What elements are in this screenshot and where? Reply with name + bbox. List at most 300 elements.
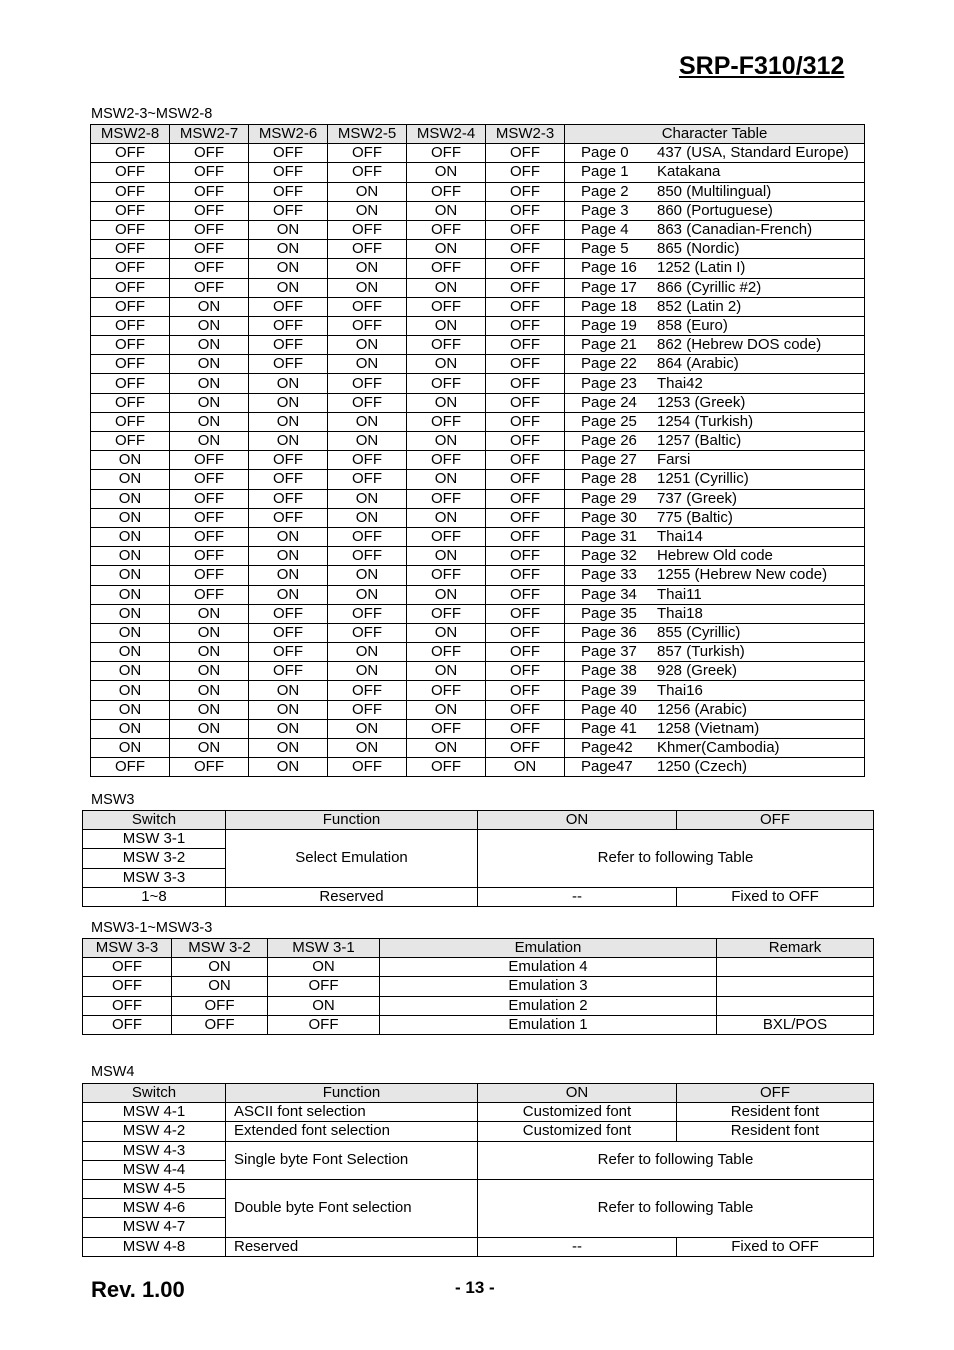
switch-state-cell: OFF [91,297,170,316]
character-table-cell [565,623,865,642]
switch-state-cell: ON [91,508,170,527]
table-row [91,662,865,681]
column-header: MSW2-5 [328,125,407,144]
switch-state-cell: ON [249,527,328,546]
switch-state-cell: ON [249,240,328,259]
switch-state-cell: ON [170,336,249,355]
table-row [91,163,865,182]
column-header: Emulation [380,939,717,958]
table-row [91,220,865,239]
switch-state-cell: ON [407,470,486,489]
switch-state-cell: OFF [486,144,565,163]
switch-state-cell: ON [249,739,328,758]
column-header: Function [226,811,478,830]
switch-state-cell: OFF [170,527,249,546]
character-table-cell [565,451,865,470]
switch-state-cell: OFF [249,182,328,201]
switch-state-cell: OFF [249,451,328,470]
code-page-name: 862 (Hebrew DOS code) [657,336,822,354]
switch-state-cell: OFF [486,623,565,642]
switch-state-cell: OFF [170,489,249,508]
switch-state-cell: OFF [91,393,170,412]
switch-state-cell: OFF [486,662,565,681]
code-page-name: Katakana [657,163,721,181]
switch-state-cell: OFF [91,355,170,374]
switch-cell: MSW 4-1 [83,1103,226,1122]
switch-state-cell: OFF [170,182,249,201]
switch-state-cell: ON [170,739,249,758]
switch-state-cell: ON [172,958,268,977]
switch-state-cell: ON [407,201,486,220]
switch-cell: MSW 3-3 [83,868,226,887]
switch-state-cell: OFF [407,182,486,201]
switch-cell: MSW 4-8 [83,1237,226,1256]
switch-state-cell: OFF [486,643,565,662]
switch-state-cell: ON [170,700,249,719]
table-row [91,623,865,642]
code-page-number: Page 34 [581,585,637,603]
switch-state-cell: ON [407,623,486,642]
table-row [91,604,865,623]
character-table-cell [565,547,865,566]
switch-state-cell: ON [328,489,407,508]
switch-state-cell: ON [407,662,486,681]
switch-state-cell: OFF [486,432,565,451]
switch-state-cell: ON [170,604,249,623]
switch-cell: MSW 4-5 [83,1179,226,1198]
switch-state-cell: OFF [407,643,486,662]
on-off-cell: Refer to following Table [478,1141,874,1179]
table-row [83,996,874,1015]
switch-state-cell: OFF [486,278,565,297]
column-header: Remark [717,939,874,958]
switch-state-cell: OFF [407,259,486,278]
code-page-number: Page 30 [581,508,637,526]
emulation-header-row [83,939,874,958]
table-row [83,1141,874,1160]
msw4-header-row [83,1084,874,1103]
table-row [91,489,865,508]
msw4-table [82,1083,874,1257]
function-cell: Double byte Font selection [226,1179,478,1237]
switch-state-cell: OFF [170,758,249,777]
code-page-name: 858 (Euro) [657,316,728,334]
character-table-cell [565,739,865,758]
switch-state-cell: OFF [249,662,328,681]
on-cell: -- [478,1237,677,1256]
code-page-number: Page 38 [581,662,637,680]
switch-state-cell: ON [91,604,170,623]
switch-state-cell: ON [328,662,407,681]
switch-state-cell: ON [328,508,407,527]
character-table-cell [565,355,865,374]
switch-state-cell: OFF [328,470,407,489]
on-off-cell: Refer to following Table [478,830,874,888]
character-table-cell [565,297,865,316]
emulation-cell: Emulation 4 [380,958,717,977]
switch-state-cell: ON [486,758,565,777]
code-page-number: Page 2 [581,182,629,200]
switch-state-cell: OFF [486,585,565,604]
switch-state-cell: ON [91,739,170,758]
switch-state-cell: OFF [486,163,565,182]
switch-state-cell: OFF [486,566,565,585]
switch-state-cell: ON [91,700,170,719]
switch-state-cell: OFF [407,374,486,393]
character-table-cell [565,240,865,259]
switch-state-cell: ON [328,585,407,604]
switch-state-cell: OFF [486,527,565,546]
switch-state-cell: OFF [407,451,486,470]
character-table-cell [565,201,865,220]
switch-state-cell: OFF [407,566,486,585]
switch-state-cell: ON [91,566,170,585]
switch-state-cell: OFF [486,451,565,470]
code-page-number: Page47 [581,758,633,776]
switch-state-cell: ON [91,489,170,508]
code-page-number: Page 5 [581,240,629,258]
switch-state-cell: ON [328,201,407,220]
switch-state-cell: ON [407,393,486,412]
column-header: MSW 3-3 [83,939,172,958]
column-header: Switch [83,1084,226,1103]
switch-state-cell: OFF [407,489,486,508]
switch-state-cell: OFF [328,527,407,546]
table-row [91,412,865,431]
code-page-number: Page 27 [581,451,637,469]
switch-state-cell: ON [328,739,407,758]
switch-state-cell: OFF [328,393,407,412]
code-page-number: Page 41 [581,719,637,737]
character-table-cell [565,643,865,662]
switch-state-cell: ON [407,700,486,719]
switch-state-cell: OFF [328,297,407,316]
switch-state-cell: OFF [249,163,328,182]
table-row [91,336,865,355]
switch-state-cell: OFF [486,240,565,259]
character-table-cell [565,719,865,738]
switch-state-cell: ON [407,432,486,451]
character-table-cell [565,585,865,604]
switch-state-cell: ON [249,220,328,239]
switch-state-cell: OFF [91,201,170,220]
code-page-number: Page 17 [581,278,637,296]
on-off-cell: Refer to following Table [478,1179,874,1237]
switch-state-cell: OFF [486,201,565,220]
msw3-table [82,810,874,907]
table-row [83,958,874,977]
switch-state-cell: OFF [328,316,407,335]
switch-state-cell: ON [407,585,486,604]
switch-state-cell: ON [249,259,328,278]
switch-state-cell: ON [328,643,407,662]
switch-state-cell: OFF [407,527,486,546]
function-cell: Extended font selection [226,1122,478,1141]
switch-state-cell: OFF [486,336,565,355]
switch-state-cell: OFF [170,220,249,239]
switch-state-cell: OFF [249,316,328,335]
switch-cell: 1~8 [83,887,226,906]
table-row [83,1179,874,1198]
function-cell: ASCII font selection [226,1103,478,1122]
code-page-number: Page 0 [581,144,629,162]
switch-state-cell: OFF [328,220,407,239]
table-row [91,700,865,719]
switch-state-cell: ON [170,643,249,662]
switch-state-cell: ON [249,547,328,566]
table-row [91,470,865,489]
switch-state-cell: OFF [486,604,565,623]
switch-state-cell: ON [170,297,249,316]
character-table-cell [565,604,865,623]
switch-state-cell: OFF [407,412,486,431]
switch-state-cell: OFF [486,297,565,316]
remark-cell [717,977,874,996]
character-table-cell [565,182,865,201]
switch-state-cell: ON [170,662,249,681]
off-cell: Fixed to OFF [677,1237,874,1256]
switch-state-cell: OFF [486,739,565,758]
switch-state-cell: OFF [249,508,328,527]
switch-state-cell: OFF [407,336,486,355]
code-page-name: 1252 (Latin I) [657,259,746,277]
switch-state-cell: OFF [407,144,486,163]
column-header: MSW2-7 [170,125,249,144]
switch-state-cell: ON [328,182,407,201]
switch-state-cell: ON [407,508,486,527]
code-page-name: 775 (Baltic) [657,508,733,526]
code-page-number: Page 19 [581,316,637,334]
switch-state-cell: OFF [328,374,407,393]
column-header: OFF [677,811,874,830]
switch-state-cell: ON [328,432,407,451]
switch-state-cell: ON [91,643,170,662]
code-page-name: 1256 (Arabic) [657,700,748,718]
code-page-name: 857 (Turkish) [657,643,745,661]
table-row [91,432,865,451]
switch-state-cell: OFF [91,336,170,355]
code-page-name: Thai16 [657,681,703,699]
character-table-cell [565,432,865,451]
switch-state-cell: OFF [170,144,249,163]
code-page-number: Page 33 [581,566,637,584]
switch-state-cell: ON [172,977,268,996]
character-table-cell [565,758,865,777]
switch-state-cell: OFF [486,374,565,393]
switch-state-cell: OFF [91,316,170,335]
emulation-cell: Emulation 3 [380,977,717,996]
switch-state-cell: OFF [249,297,328,316]
table-row [91,316,865,335]
switch-state-cell: OFF [249,470,328,489]
switch-state-cell: OFF [486,220,565,239]
switch-state-cell: ON [249,393,328,412]
remark-cell: BXL/POS [717,1015,874,1034]
switch-state-cell: ON [170,374,249,393]
code-page-number: Page 39 [581,681,637,699]
code-page-number: Page 18 [581,297,637,315]
switch-state-cell: ON [91,662,170,681]
msw2-character-table [90,124,865,777]
switch-state-cell: OFF [170,240,249,259]
table-row [91,758,865,777]
code-page-number: Page 3 [581,201,629,219]
switch-cell: MSW 3-2 [83,849,226,868]
switch-state-cell: OFF [249,643,328,662]
switch-state-cell: OFF [249,489,328,508]
msw3-emulation-caption: MSW3-1~MSW3-3 [91,920,213,936]
table-row [83,1103,874,1122]
code-page-name: Thai14 [657,528,703,546]
switch-cell: MSW 4-3 [83,1141,226,1160]
switch-state-cell: OFF [83,996,172,1015]
switch-state-cell: ON [407,316,486,335]
remark-cell [717,996,874,1015]
table-row [91,547,865,566]
code-page-name: Hebrew Old code [657,547,773,565]
on-cell: Customized font [478,1103,677,1122]
function-cell: Reserved [226,887,478,906]
character-table-cell [565,393,865,412]
switch-state-cell: OFF [486,412,565,431]
code-page-name: 866 (Cyrillic #2) [657,278,762,296]
table-row [91,719,865,738]
switch-state-cell: ON [249,700,328,719]
switch-state-cell: OFF [170,470,249,489]
switch-state-cell: OFF [249,144,328,163]
switch-state-cell: ON [91,470,170,489]
table-row [83,1015,874,1034]
switch-state-cell: OFF [328,700,407,719]
switch-state-cell: ON [249,566,328,585]
switch-state-cell: ON [91,623,170,642]
code-page-number: Page42 [581,739,633,757]
code-page-number: Page 32 [581,547,637,565]
character-table-cell [565,374,865,393]
code-page-name: Khmer(Cambodia) [657,739,780,757]
switch-state-cell: OFF [91,163,170,182]
table-row [91,240,865,259]
code-page-number: Page 1 [581,163,629,181]
switch-state-cell: OFF [328,547,407,566]
switch-state-cell: OFF [170,585,249,604]
table-row [83,977,874,996]
table-row [83,887,874,906]
switch-state-cell: ON [249,758,328,777]
switch-state-cell: OFF [91,278,170,297]
switch-state-cell: ON [328,259,407,278]
code-page-name: 1250 (Czech) [657,758,748,776]
column-header: MSW2-3 [486,125,565,144]
switch-state-cell: OFF [91,182,170,201]
msw3-header-row [83,811,874,830]
table-row [91,451,865,470]
switch-state-cell: OFF [91,374,170,393]
switch-state-cell: OFF [328,623,407,642]
switch-state-cell: ON [407,278,486,297]
character-table-cell [565,681,865,700]
switch-state-cell: OFF [486,316,565,335]
switch-state-cell: OFF [91,220,170,239]
msw2-header-row [91,125,865,144]
switch-state-cell: OFF [91,432,170,451]
code-page-number: Page 37 [581,643,637,661]
switch-state-cell: OFF [407,604,486,623]
code-page-name: 1258 (Vietnam) [657,719,760,737]
table-row [91,355,865,374]
switch-state-cell: OFF [91,758,170,777]
switch-state-cell: ON [170,355,249,374]
switch-state-cell: OFF [170,163,249,182]
emulation-cell: Emulation 2 [380,996,717,1015]
table-row [83,830,874,849]
column-header: OFF [677,1084,874,1103]
switch-state-cell: OFF [486,508,565,527]
switch-state-cell: ON [249,585,328,604]
code-page-number: Page 26 [581,432,637,450]
code-page-number: Page 36 [581,623,637,641]
character-table-cell [565,412,865,431]
code-page-number: Page 23 [581,374,637,392]
switch-state-cell: OFF [170,259,249,278]
switch-state-cell: OFF [172,996,268,1015]
table-row [91,585,865,604]
table-row [91,566,865,585]
table-row [91,259,865,278]
code-page-name: Farsi [657,451,691,469]
switch-state-cell: OFF [83,1015,172,1034]
code-page-name: 852 (Latin 2) [657,297,742,315]
table-row [91,374,865,393]
switch-state-cell: OFF [407,758,486,777]
table-row [91,739,865,758]
column-header: MSW2-8 [91,125,170,144]
code-page-name: Thai11 [657,585,702,603]
code-page-name: 1251 (Cyrillic) [657,470,749,488]
switch-state-cell: OFF [170,566,249,585]
code-page-name: 865 (Nordic) [657,240,740,258]
switch-cell: MSW 4-6 [83,1199,226,1218]
switch-state-cell: OFF [486,547,565,566]
column-header: MSW2-6 [249,125,328,144]
msw4-caption: MSW4 [91,1064,135,1080]
switch-state-cell: OFF [486,355,565,374]
function-cell: Reserved [226,1237,478,1256]
switch-state-cell: OFF [328,240,407,259]
switch-state-cell: ON [407,547,486,566]
table-row [91,643,865,662]
code-page-number: Page 22 [581,355,637,373]
switch-state-cell: ON [328,566,407,585]
character-table-cell [565,489,865,508]
switch-state-cell: OFF [486,182,565,201]
code-page-name: 1255 (Hebrew New code) [657,566,828,584]
switch-state-cell: ON [91,451,170,470]
code-page-name: 1254 (Turkish) [657,412,754,430]
code-page-number: Page 28 [581,470,637,488]
switch-state-cell: ON [91,719,170,738]
character-table-cell [565,700,865,719]
table-row [91,681,865,700]
table-row [91,393,865,412]
switch-state-cell: OFF [268,1015,380,1034]
switch-state-cell: OFF [83,977,172,996]
switch-state-cell: ON [328,336,407,355]
msw3-emulation-table [82,938,874,1035]
switch-state-cell: ON [328,412,407,431]
switch-state-cell: OFF [486,489,565,508]
switch-state-cell: OFF [486,719,565,738]
